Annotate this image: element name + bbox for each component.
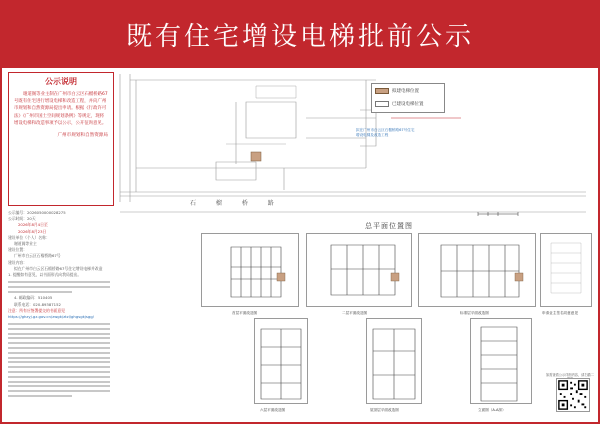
location-label: 建设位置：: [8, 247, 27, 253]
legend-label-existing: 已建设电梯位置: [392, 101, 424, 107]
content-label: 建设内容：: [8, 259, 27, 265]
notice-body: 谢道阁等业主制在广州市白云区石榴桥路67号既有住宅进行增设电梯和改造工程，并向广州市规划和自然资源局提出申请。根据《行政许可法》《广州市国土空间规划条例》等规定，现将增设电梯和改造事项予以公示，公开征询意见。: [14, 92, 108, 126]
info-item-5: 联系电话：020-89387152: [14, 301, 61, 307]
public-period: 公示时间：20天: [8, 216, 36, 222]
proposed-swatch-icon: [375, 88, 389, 94]
applicant-value: 谢道阁等业主: [14, 241, 37, 247]
owner-consent-caption: 申请业主签名同意意见: [542, 311, 578, 315]
info-url-link[interactable]: https://ghzyj.gz.gov.cn/zwgk/ztzl/ghgsgkjsgg/: [8, 314, 94, 320]
plan-scale-title: 总平面位置图: [365, 222, 413, 230]
content-value: 拟在广州市白云区石榴桥路67号住宅增设电梯并改造: [14, 265, 103, 271]
legend-item-proposed: [372, 84, 444, 97]
road-label: 石 榴 桥 路: [190, 200, 283, 207]
legend-item-existing: [372, 97, 444, 110]
site-plan-drawing: [116, 72, 592, 224]
notice-heading: 公示说明: [45, 77, 77, 86]
illegible-text-block-1: [8, 281, 114, 293]
illegible-text-block-2: [8, 323, 114, 397]
plan-annotation: 拟在广州市白云区石榴桥路67号住宅增设电梯及改造工程: [356, 128, 415, 137]
notice-signature: 广州市规划和自然资源局: [57, 133, 108, 139]
public-info: [8, 210, 114, 400]
elevation-caption: 立面图（A-A剖）: [478, 408, 506, 412]
floor-plan-drawings: [201, 233, 592, 407]
floor-plan-caption-1: 首层平面改造图: [232, 311, 258, 315]
page-title-banner: [0, 0, 600, 68]
qr-code-icon[interactable]: [556, 378, 590, 412]
page-title: 既有住宅增设电梯批前公示: [125, 21, 474, 52]
info-item-1: 1. 提醒如有意见，以书面形式向我局提出。: [8, 272, 82, 278]
existing-swatch-icon: [375, 101, 389, 107]
notice-box: [8, 72, 114, 206]
floor-plan-caption-3: 标准层平面改造图: [460, 311, 489, 315]
floor-plan-caption-5: 屋顶层平面改造图: [370, 408, 399, 412]
public-end-date: 2026年8月23日: [18, 228, 47, 234]
map-legend: [371, 83, 445, 113]
floor-plan-caption-2: 二层平面改造图: [342, 311, 368, 315]
floor-plan-caption-4: 六层平面改造图: [260, 408, 286, 412]
qr-note: 如需查看公示详细内容，请扫描二维码: [546, 373, 594, 381]
location-value: 广州市白云区石榴桥路67号: [14, 253, 61, 259]
public-number: 公示编号：2026050000028275: [8, 210, 66, 215]
warning-text: 注意：所有应签署提交的书面意见: [8, 307, 65, 313]
public-start-date: 2026年8月4日至: [18, 222, 48, 228]
applicant-label: 建设单位（个人）名称：: [8, 234, 50, 240]
info-item-4: 4. 邮政编码：510405: [14, 295, 53, 301]
legend-label-proposed: 拟建电梯位置: [392, 88, 419, 94]
